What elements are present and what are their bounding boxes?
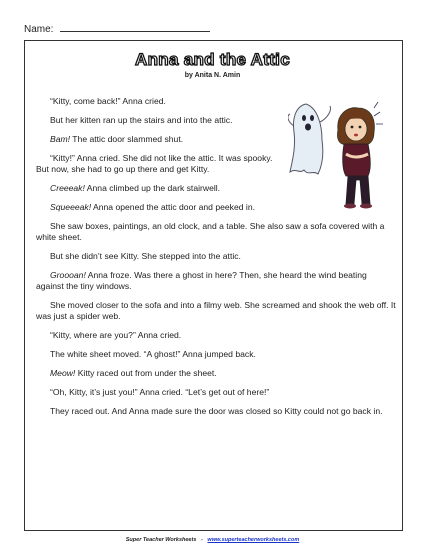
paragraph-text: Kitty raced out from under the sheet. [75,368,217,378]
story-paragraph [36,183,396,194]
paragraph-text: Anna opened the attic door and peeked in. [91,202,255,212]
sound-effect: Squeeeak! [50,202,92,212]
paragraph-text: “Kitty, where are you?” Anna cried. [50,330,182,340]
sound-effect: Bam! [50,134,71,144]
story-paragraph [36,221,396,243]
sound-effect: Groooan! [50,270,86,280]
paragraph-text: The attic door slammed shut. [70,134,184,144]
story-paragraph [36,300,396,322]
story-paragraph [36,202,396,213]
paragraph-text: But she didn’t see Kitty. She stepped into the attic. [50,251,241,261]
footer-separator: - [200,537,203,543]
story-paragraph [36,349,396,360]
paragraph-text: The white sheet moved. “A ghost!” Anna jumped back. [50,349,256,359]
paragraph-text: But her kitten ran up the stairs and into the attic. [50,115,233,125]
story-paragraph [36,153,276,175]
footer-url-link[interactable]: www.superteacherworksheets.com [207,537,300,543]
story-body [36,92,396,425]
paragraph-text: “Kitty!” Anna cried. She did not like the attic. It was spooky. But now, she had to go up there and get Kitty. [36,153,273,174]
story-paragraph [36,270,396,292]
paragraph-text: Anna froze. Was there a ghost in here? Then, she heard the wind beating against the tiny windows. [36,270,367,291]
name-field [24,22,210,35]
name-label: Name: [24,24,54,35]
story-paragraph [36,115,276,126]
paragraph-text: They raced out. And Anna made sure the door was closed so Kitty could not go back in. [50,406,383,416]
story-paragraph [36,96,276,107]
sound-effect: Creeeak! [50,183,85,193]
footer-brand: Super Teacher Worksheets [125,537,197,543]
paragraph-text: “Oh, Kitty, it’s just you!” Anna cried. “Let’s get out of here!” [50,387,270,397]
sound-effect: Meow! [50,368,76,378]
paragraph-text: Anna climbed up the dark stairwell. [84,183,221,193]
footer [0,537,425,543]
paragraph-text: She moved closer to the sofa and into a filmy web. She screamed and shook the web off. It was just a spider web. [36,300,396,321]
name-blank-line[interactable] [60,22,210,32]
story-paragraph [36,387,396,398]
story-paragraph [36,406,396,417]
story-byline: by Anita N. Amin [184,72,241,79]
story-paragraph [36,251,396,262]
story-paragraph [36,134,276,145]
story-title: Anna and the Attic [135,50,290,69]
story-paragraph [36,368,396,379]
story-paragraph [36,330,396,341]
paragraph-text: “Kitty, come back!” Anna cried. [50,96,166,106]
paragraph-text: She saw boxes, paintings, an old clock, and a table. She also saw a sofa covered with a white sheet. [36,221,385,242]
